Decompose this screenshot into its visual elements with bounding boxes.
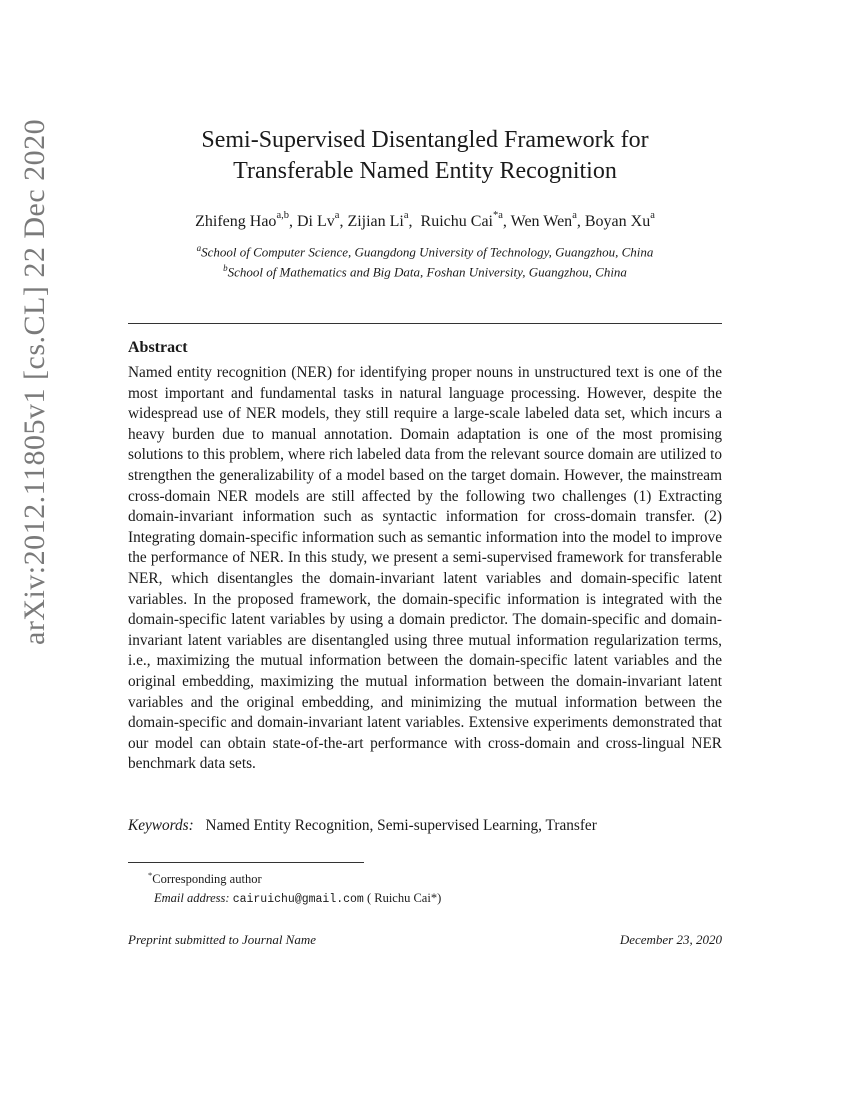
email-label: Email address: xyxy=(154,891,230,906)
keywords xyxy=(128,815,722,837)
title-line-2: Transferable Named Entity Recognition xyxy=(233,158,617,184)
paper-title xyxy=(128,125,722,187)
arxiv-stamp: arXiv:2012.11805v1 [cs.CL] 22 Dec 2020 xyxy=(18,118,51,645)
preprint-note: Preprint submitted to Journal Name xyxy=(128,932,317,947)
keywords-label: Keywords: xyxy=(128,817,194,834)
affiliation: $^a$School of Computer Science, Guangdong University of Technology, Guangzhou, China xyxy=(196,243,654,260)
author: Boyan Xu$^a$ xyxy=(584,210,655,231)
email-suffix: ( Ruichu Cai*) xyxy=(366,891,442,906)
author: Ruichu Cai$^{*a}$, xyxy=(420,210,511,231)
keywords-text: Named Entity Recognition, Semi-supervised Learning, Transfer xyxy=(205,817,597,834)
abstract-body: Named entity recognition (NER) for identifying proper nouns in unstructured text is one of the most important and fundamental tasks in natural language processing. However, despite the widespread use of NER models, they still require a large-scale labeled data set, which incurs a heavy burden due to manual annotation. Domain adaptation is one of the most promising solutions to this problem, where rich labeled data from the relevant source domain are utilized to strengthen the generalizability of a model based on the target domain. However, the mainstream cross-domain NER models are still affected by the following two challenges (1) Extracting domain-invariant information such as syntactic information for cross-domain transfer. (2) Integrating domain-specific information such as semantic information into the model to improve the performance of NER. In this study, we present a semi-supervised framework for transferable NER, which disentangles the domain-invariant latent variables and domain-specific latent variables. In the proposed framework, the domain-specific information is integrated with the domain-specific latent variables by using a domain predictor. The domain-specific and domain-invariant latent variables are disentangled using three mutual information regularization terms, i.e., maximizing the mutual information between the domain-specific latent variables and the original embedding, maximizing the mutual information between the domain-invariant latent variables and the original embedding, and minimizing the mutual information between the domain-specific and domain-invariant latent variables. Extensive experiments demonstrated that our model can obtain state-of-the-art performance with cross-domain and cross-lingual NER benchmark data sets. xyxy=(128,364,722,773)
author: Zhifeng Hao$^{a,b}$, xyxy=(195,210,297,231)
affiliation: $^b$School of Mathematics and Big Data, Foshan University, Guangzhou, China xyxy=(223,263,627,280)
footnote-divider xyxy=(128,862,364,863)
footnote xyxy=(148,866,708,909)
author: Zijian Li$^a$, xyxy=(347,210,421,231)
section-divider xyxy=(128,323,722,324)
author: Wen Wen$^a$, xyxy=(510,210,585,231)
affiliations xyxy=(128,240,722,281)
preprint-date: December 23, 2020 xyxy=(619,932,722,947)
author: Di Lv$^a$, xyxy=(296,210,348,231)
author-list xyxy=(128,206,722,234)
corresponding-author-note: *Corresponding author xyxy=(148,870,262,887)
title-line-1: Semi-Supervised Disentangled Framework for xyxy=(201,127,649,153)
abstract-heading: Abstract xyxy=(128,339,188,356)
email-link[interactable]: cairuichu@gmail.com xyxy=(232,893,364,907)
email-line xyxy=(148,889,708,909)
